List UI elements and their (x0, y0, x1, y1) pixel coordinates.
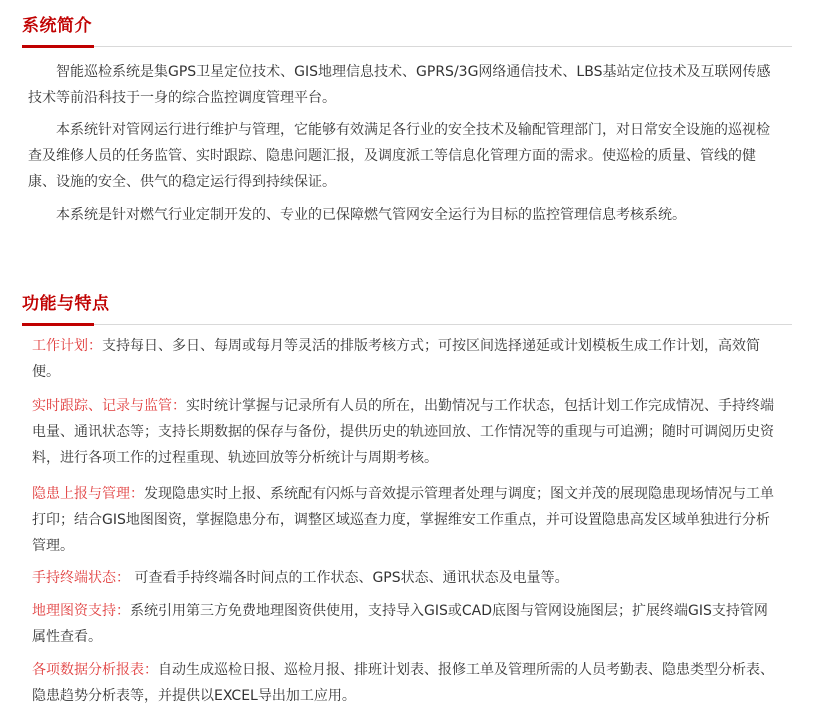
intro-paragraph-1: 智能巡检系统是集GPS卫星定位技术、GIS地理信息技术、GPRS/3G网络通信技术、LBS基站定位技术及互联网传感技术等前沿科技于一身的综合监控调度管理平台。 (28, 64, 771, 106)
intro-section-title: 系统简介 (22, 16, 92, 36)
feature-item-tracking (32, 393, 780, 471)
feature-item-work-plan (32, 333, 780, 385)
feature-text: 发现隐患实时上报、系统配有闪烁与音效提示管理者处理与调度；图文并茂的展现隐患现场情况与工单打印；结合GIS地图图资，掌握隐患分布，调整区域巡查力度，掌握维安工作重点，并可设置隐患高发区域单独进行分析管理。 (32, 486, 774, 554)
feature-text: 可查看手持终端各时间点的工作状态、GPS状态、通讯状态及电量等。 (130, 570, 569, 586)
intro-paragraph-2: 本系统针对管网运行进行维护与管理，它能够有效满足各行业的安全技术及输配管理部门，对日常安全设施的巡视检查及维修人员的任务监管、实时跟踪、隐患问题汇报，及调度派工等信息化管理方面的需求。使巡检的质量、管线的健康、设施的安全、供气的稳定运行得到持续保证。 (28, 122, 770, 190)
features-section-title: 功能与特点 (22, 294, 110, 314)
feature-text: 自动生成巡检日报、巡检月报、排班计划表、报修工单及管理所需的人员考勤表、隐患类型分析表、隐患趋势分析表等，并提供以EXCEL导出加工应用。 (32, 662, 774, 704)
feature-label: 实时跟踪、记录与监管： (32, 398, 186, 414)
feature-text: 系统引用第三方免费地理图资供使用，支持导入GIS或CAD底图与管网设施图层；扩展终端GIS支持管网属性查看。 (32, 603, 768, 645)
feature-item-map-support (32, 598, 780, 650)
intro-paragraph-3: 本系统是针对燃气行业定制开发的、专业的已保障燃气管网安全运行为目标的监控管理信息考核系统。 (56, 207, 686, 223)
feature-label: 隐患上报与管理： (32, 486, 144, 502)
feature-label: 手持终端状态： (32, 570, 130, 586)
feature-label: 地理图资支持： (32, 603, 130, 619)
feature-item-terminal-status (32, 565, 780, 591)
features-title-underline (22, 323, 94, 326)
intro-title-underline (22, 45, 94, 48)
intro-section-header (22, 6, 792, 47)
feature-text: 支持每日、多日、每周或每月等灵活的排版考核方式；可按区间选择递延或计划模板生成工作计划，高效简便。 (32, 338, 760, 380)
feature-text: 实时统计掌握与记录所有人员的所在，出勤情况与工作状态，包括计划工作完成情况、手持终端电量、通讯状态等；支持长期数据的保存与备份，提供历史的轨迹回放、工作情况等的重现与可追溯；随时可调阅历史资料，进行各项工作的过程重现、轨迹回放等分析统计与周期考核。 (32, 398, 774, 466)
feature-item-reports (32, 657, 780, 709)
features-section-header (22, 284, 792, 325)
feature-label: 工作计划： (32, 338, 102, 354)
feature-item-hazard-report (32, 481, 780, 559)
feature-label: 各项数据分析报表： (32, 662, 158, 678)
